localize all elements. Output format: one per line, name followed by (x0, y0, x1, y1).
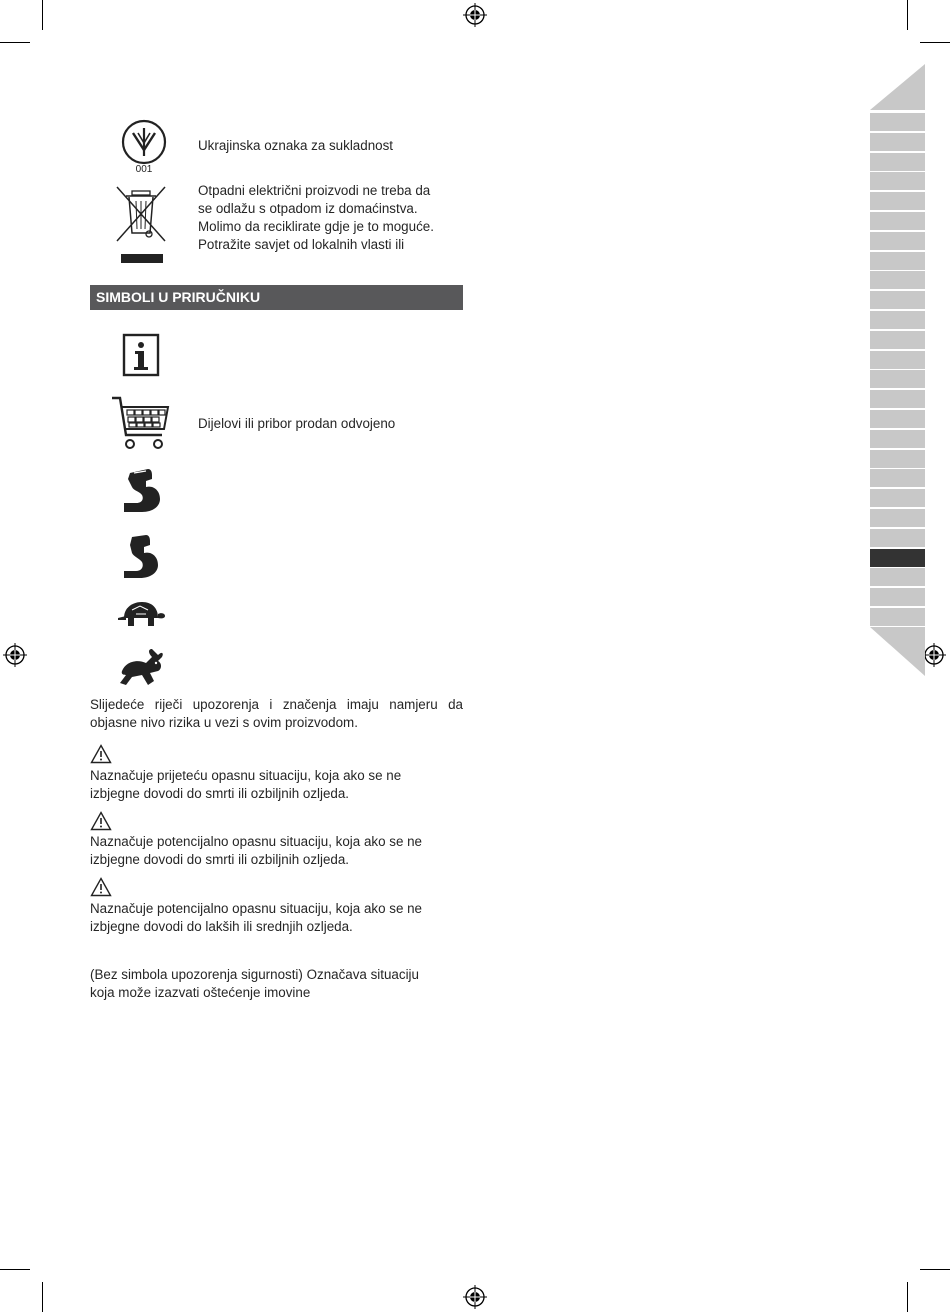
turtle-icon (116, 600, 166, 628)
warning-triangle-icon (90, 811, 112, 831)
warning-block (90, 811, 112, 831)
cart-text: Dijelovi ili pribor prodan odvojeno (198, 416, 396, 431)
language-tab (870, 489, 925, 507)
crossed-bin-icon (113, 183, 169, 265)
language-tab (870, 568, 925, 586)
language-tab (870, 113, 925, 131)
weee-line: Potražite savjet od lokalnih vlasti ili (198, 237, 405, 252)
cart-symbol (110, 395, 172, 453)
shopping-cart-icon (110, 395, 172, 453)
warning-text (90, 767, 401, 803)
registration-mark-icon (463, 1285, 487, 1309)
warning-text (90, 900, 422, 936)
warning-block (90, 877, 112, 897)
warning-triangle-icon (90, 744, 112, 764)
registration-mark-icon (463, 3, 487, 27)
language-tab (870, 469, 925, 487)
crop-mark (42, 0, 43, 30)
strong-arm-symbol (122, 467, 162, 513)
language-tab-strip (870, 64, 925, 676)
weee-line: Otpadni električni proizvodi ne treba da (198, 183, 431, 198)
warning-line: izbjegne dovodi do smrti ili ozbiljnih ozljeda. (90, 786, 350, 801)
flexed-arm-icon (122, 533, 162, 579)
language-tab (870, 509, 925, 527)
notice-line: koja može izazvati oštećenje imovine (90, 985, 311, 1000)
info-symbol (122, 333, 160, 377)
language-tab (870, 430, 925, 448)
ukraine-conformity-mark (120, 118, 168, 178)
language-tab (870, 212, 925, 230)
language-tab (870, 331, 925, 349)
language-tab (870, 370, 925, 388)
info-icon (122, 333, 160, 377)
crop-mark (920, 42, 950, 43)
warning-line: Naznačuje prijeteću opasnu situaciju, koja ako se ne (90, 768, 402, 783)
weee-line: Molimo da reciklirate gdje je to moguće. (198, 219, 434, 234)
crop-mark (42, 1282, 43, 1312)
warning-line: Naznačuje potencijalno opasnu situaciju, koja ako se ne (90, 834, 423, 849)
language-tab (870, 153, 925, 171)
warning-line: izbjegne dovodi do lakših ili srednjih ozljeda. (90, 919, 353, 934)
weee-line: se odlažu s otpadom iz domaćinstva. (198, 201, 418, 216)
language-tab (870, 529, 925, 547)
tab-strip-bottom-bevel (870, 627, 925, 676)
language-tab (870, 390, 925, 408)
notice-line: (Bez simbola upozorenja sigurnosti) Označava situaciju (90, 967, 419, 982)
notice-text (90, 966, 419, 1002)
ukraine-conformity-icon (120, 118, 168, 166)
language-tab (870, 608, 925, 626)
registration-mark-icon (3, 643, 27, 667)
language-tab (870, 410, 925, 428)
slow-speed-symbol (116, 600, 166, 628)
ukraine-mark-code: 001 (135, 164, 153, 175)
strong-arm-symbol (122, 533, 162, 579)
language-tab (870, 450, 925, 468)
intro-line: objasne nivo rizika u vezi s ovim proizvodom. (90, 715, 358, 730)
weee-text (198, 182, 434, 254)
ukraine-conformity-text: Ukrajinska oznaka za sukladnost (198, 138, 394, 153)
language-tab (870, 291, 925, 309)
flexed-arm-icon (122, 467, 162, 513)
section-header: SIMBOLI U PRIRUČNIKU (90, 285, 463, 310)
rabbit-icon (118, 647, 166, 687)
language-tab (870, 351, 925, 369)
language-tab (870, 172, 925, 190)
warning-line: izbjegne dovodi do smrti ili ozbiljnih ozljeda. (90, 852, 350, 867)
crop-mark (0, 42, 30, 43)
language-tab (870, 588, 925, 606)
language-tab (870, 232, 925, 250)
weee-symbol (113, 183, 169, 265)
warning-line: Naznačuje potencijalno opasnu situaciju, koja ako se ne (90, 901, 423, 916)
language-tab (870, 252, 925, 270)
crop-mark (920, 1269, 950, 1270)
intro-line: Slijedeće riječi upozorenja i značenja imaju namjeru da (90, 697, 463, 712)
crop-mark (907, 1282, 908, 1312)
warning-block (90, 744, 112, 764)
language-tab (870, 192, 925, 210)
intro-paragraph (90, 696, 463, 732)
crop-mark (0, 1269, 30, 1270)
registration-mark-icon (922, 643, 946, 667)
tab-strip-top-bevel (870, 64, 925, 112)
language-tab (870, 271, 925, 289)
language-tab-active (870, 549, 925, 567)
crop-mark (907, 0, 908, 30)
warning-text (90, 833, 422, 869)
language-tab (870, 133, 925, 151)
warning-triangle-icon (90, 877, 112, 897)
fast-speed-symbol (118, 647, 166, 687)
language-tab (870, 311, 925, 329)
